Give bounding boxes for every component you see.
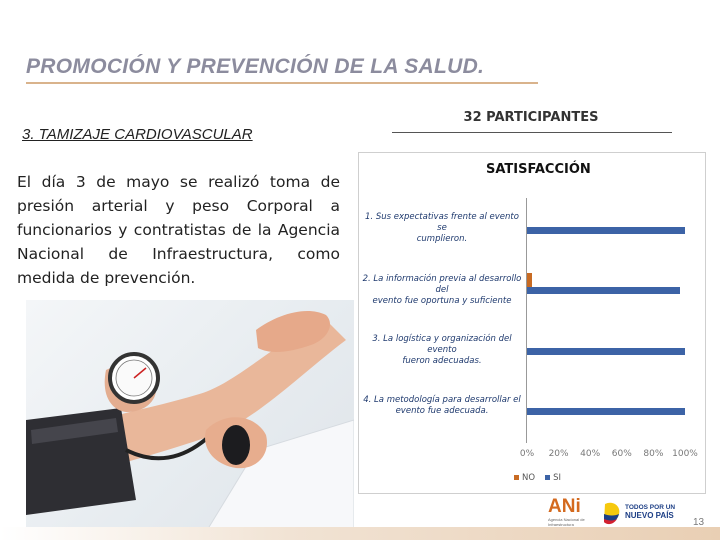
bar-si [527, 348, 685, 355]
title-underline [26, 82, 538, 84]
legend-no-label: NO [522, 473, 536, 483]
page-number: 13 [693, 517, 705, 528]
bar-si [527, 408, 685, 415]
section-subtitle: 3. TAMIZAJE CARDIOVASCULAR [22, 126, 253, 143]
bar-no [527, 273, 532, 287]
todos-por-un-nuevo-pais-logo [601, 500, 693, 534]
legend-si [545, 473, 561, 483]
participants-underline [392, 132, 672, 133]
legend-si-label: SI [553, 473, 561, 483]
x-tick-label: 40% [580, 449, 601, 459]
ani-logo-subtitle: Agencia Nacional de Infraestructura [548, 517, 585, 527]
blood-pressure-photo [26, 300, 354, 532]
ani-logo [548, 497, 588, 527]
blood-pressure-illustration [26, 300, 354, 532]
body-paragraph: El día 3 de mayo se realizó toma de presión arterial y peso Corporal a funcionarios y contratistas de la Agencia Nacional de Infraestructura, como medida de prevención. [17, 173, 340, 287]
todos-logo-line1: TODOS POR UN [625, 504, 676, 511]
participants-count: 32 PARTICIPANTES [463, 110, 599, 125]
category-label: 3. La logística y organización del evento fueron adecuadas. [372, 334, 512, 366]
bar-si [527, 287, 680, 294]
slide-title: PROMOCIÓN Y PREVENCIÓN DE LA SALUD. [26, 55, 485, 78]
chart-axis [526, 198, 527, 443]
x-tick-label: 100% [672, 449, 698, 459]
x-tick-label: 60% [611, 449, 632, 459]
category-label: 4. La metodología para desarrollar el evento fue adecuada. [363, 395, 521, 416]
todos-logo-text [625, 504, 675, 520]
category-label: 1. Sus expectativas frente al evento se cumplieron. [365, 212, 519, 244]
chart-title: SATISFACCIÓN [486, 162, 591, 177]
category-label: 2. La información previa al desarrollo del evento fue oportuna y suficiente [362, 274, 522, 306]
chart-legend [514, 473, 561, 483]
satisfaction-chart [358, 152, 706, 494]
x-tick-label: 80% [643, 449, 664, 459]
x-tick-label: 0% [519, 449, 535, 459]
ani-logo-text: ANi [548, 496, 581, 517]
todos-logo-line2: NUEVO PAÍS [625, 511, 674, 520]
x-tick-label: 20% [548, 449, 569, 459]
bar-si [527, 227, 685, 234]
legend-no [514, 473, 535, 483]
colombia-flag-icon [601, 500, 623, 528]
